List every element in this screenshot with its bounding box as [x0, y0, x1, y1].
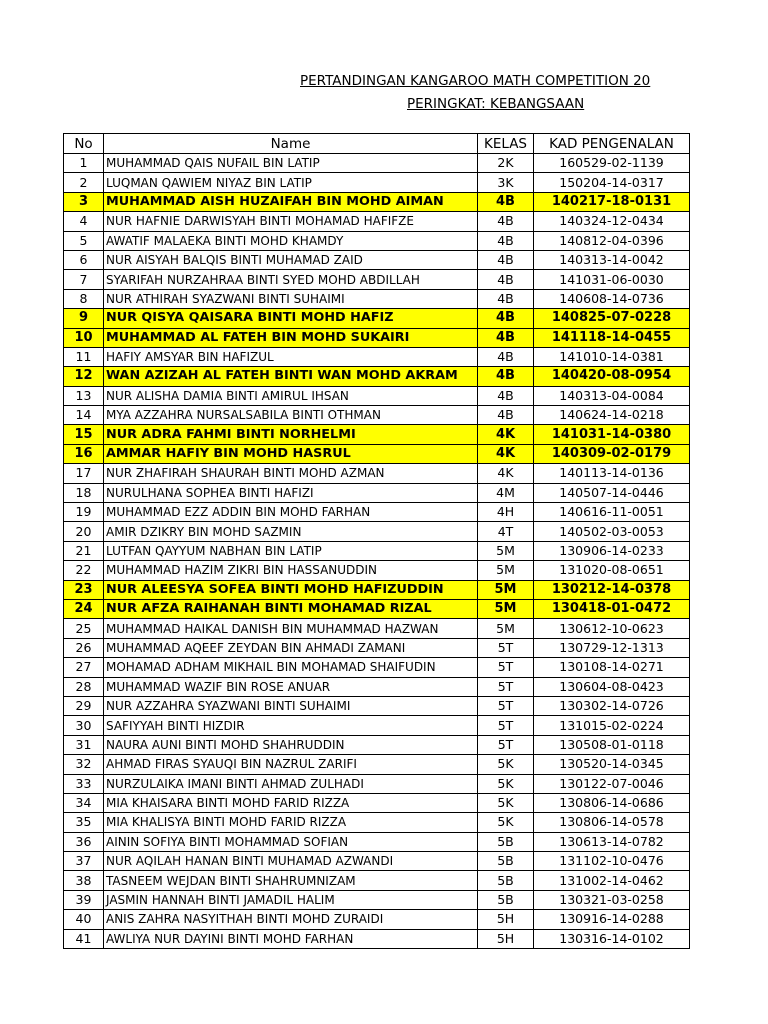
ic-number: 130604-08-0423 — [534, 677, 690, 696]
table-row — [64, 910, 690, 929]
table-body — [64, 154, 690, 949]
student-name: MUHAMMAD EZZ ADDIN BIN MOHD FARHAN — [104, 503, 478, 522]
class-code: 5K — [478, 774, 534, 793]
row-number: 18 — [64, 483, 104, 502]
ic-number: 140825-07-0228 — [534, 309, 690, 328]
student-name: MUHAMMAD AQEEF ZEYDAN BIN AHMADI ZAMANI — [104, 638, 478, 657]
class-code: 4B — [478, 231, 534, 250]
table-row — [64, 541, 690, 560]
class-code: 5K — [478, 813, 534, 832]
row-number: 15 — [64, 425, 104, 444]
student-name: NAURA AUNI BINTI MOHD SHAHRUDDIN — [104, 735, 478, 754]
student-name: AWATIF MALAEKA BINTI MOHD KHAMDY — [104, 231, 478, 250]
ic-number: 130729-12-1313 — [534, 638, 690, 657]
class-code: 4B — [478, 192, 534, 211]
class-code: 5T — [478, 716, 534, 735]
table-row — [64, 464, 690, 483]
class-code: 5B — [478, 890, 534, 909]
student-name: LUTFAN QAYYUM NABHAN BIN LATIP — [104, 541, 478, 560]
row-number: 28 — [64, 677, 104, 696]
student-name: ANIS ZAHRA NASYITHAH BINTI MOHD ZURAIDI — [104, 910, 478, 929]
table-row — [64, 406, 690, 425]
column-header-kelas: KELAS — [478, 134, 534, 154]
row-number: 32 — [64, 755, 104, 774]
row-number: 8 — [64, 289, 104, 308]
class-code: 5B — [478, 852, 534, 871]
row-number: 23 — [64, 580, 104, 599]
ic-number: 140324-12-0434 — [534, 212, 690, 231]
table-row — [64, 367, 690, 386]
ic-number: 130508-01-0118 — [534, 735, 690, 754]
table-row — [64, 638, 690, 657]
student-name: SYARIFAH NURZAHRAA BINTI SYED MOHD ABDILLAH — [104, 270, 478, 289]
table-row — [64, 561, 690, 580]
table-row — [64, 735, 690, 754]
class-code: 4T — [478, 522, 534, 541]
ic-number: 130520-14-0345 — [534, 755, 690, 774]
class-code: 5T — [478, 735, 534, 754]
student-name: NUR ALEESYA SOFEA BINTI MOHD HAFIZUDDIN — [104, 580, 478, 599]
row-number: 4 — [64, 212, 104, 231]
class-code: 5T — [478, 677, 534, 696]
class-code: 3K — [478, 173, 534, 192]
row-number: 31 — [64, 735, 104, 754]
student-name: AININ SOFIYA BINTI MOHAMMAD SOFIAN — [104, 832, 478, 851]
table-row — [64, 328, 690, 347]
student-name: NUR AISYAH BALQIS BINTI MUHAMAD ZAID — [104, 250, 478, 269]
student-name: NUR ZHAFIRAH SHAURAH BINTI MOHD AZMAN — [104, 464, 478, 483]
row-number: 13 — [64, 386, 104, 405]
row-number: 24 — [64, 599, 104, 618]
student-name: NUR AZZAHRA SYAZWANI BINTI SUHAIMI — [104, 696, 478, 715]
ic-number: 130212-14-0378 — [534, 580, 690, 599]
table-row — [64, 852, 690, 871]
ic-number: 141031-06-0030 — [534, 270, 690, 289]
table-row — [64, 619, 690, 638]
student-name: AHMAD FIRAS SYAUQI BIN NAZRUL ZARIFI — [104, 755, 478, 774]
row-number: 9 — [64, 309, 104, 328]
row-number: 41 — [64, 929, 104, 948]
ic-number: 130316-14-0102 — [534, 929, 690, 948]
table-row — [64, 755, 690, 774]
ic-number: 140217-18-0131 — [534, 192, 690, 211]
row-number: 36 — [64, 832, 104, 851]
student-name: HAFIY AMSYAR BIN HAFIZUL — [104, 347, 478, 366]
class-code: 5K — [478, 793, 534, 812]
column-header-name: Name — [104, 134, 478, 154]
table-row — [64, 871, 690, 890]
table-header-row — [64, 134, 690, 154]
student-name: AMIR DZIKRY BIN MOHD SAZMIN — [104, 522, 478, 541]
student-name: MIA KHALISYA BINTI MOHD FARID RIZZA — [104, 813, 478, 832]
student-name: MUHAMMAD WAZIF BIN ROSE ANUAR — [104, 677, 478, 696]
class-code: 4B — [478, 367, 534, 386]
row-number: 2 — [64, 173, 104, 192]
student-name: NUR ALISHA DAMIA BINTI AMIRUL IHSAN — [104, 386, 478, 405]
table-row — [64, 793, 690, 812]
student-name: NUR ATHIRAH SYAZWANI BINTI SUHAIMI — [104, 289, 478, 308]
student-name: MUHAMMAD AISH HUZAIFAH BIN MOHD AIMAN — [104, 192, 478, 211]
class-code: 5T — [478, 696, 534, 715]
ic-number: 140113-14-0136 — [534, 464, 690, 483]
class-code: 5H — [478, 910, 534, 929]
class-code: 4B — [478, 406, 534, 425]
row-number: 1 — [64, 154, 104, 173]
class-code: 5T — [478, 638, 534, 657]
row-number: 39 — [64, 890, 104, 909]
table-row — [64, 716, 690, 735]
student-name: MUHAMMAD AL FATEH BIN MOHD SUKAIRI — [104, 328, 478, 347]
row-number: 14 — [64, 406, 104, 425]
table-row — [64, 677, 690, 696]
row-number: 6 — [64, 250, 104, 269]
row-number: 5 — [64, 231, 104, 250]
table-row — [64, 580, 690, 599]
class-code: 5M — [478, 599, 534, 618]
table-row — [64, 599, 690, 618]
class-code: 5M — [478, 580, 534, 599]
student-name: NUR AQILAH HANAN BINTI MUHAMAD AZWANDI — [104, 852, 478, 871]
row-number: 35 — [64, 813, 104, 832]
student-name: MOHAMAD ADHAM MIKHAIL BIN MOHAMAD SHAIFUDIN — [104, 658, 478, 677]
student-name: NURZULAIKA IMANI BINTI AHMAD ZULHADI — [104, 774, 478, 793]
ic-number: 140608-14-0736 — [534, 289, 690, 308]
row-number: 29 — [64, 696, 104, 715]
class-code: 5K — [478, 755, 534, 774]
ic-number: 130122-07-0046 — [534, 774, 690, 793]
table-row — [64, 522, 690, 541]
row-number: 33 — [64, 774, 104, 793]
row-number: 34 — [64, 793, 104, 812]
row-number: 16 — [64, 444, 104, 463]
ic-number: 140313-04-0084 — [534, 386, 690, 405]
ic-number: 140616-11-0051 — [534, 503, 690, 522]
document-title: PERTANDINGAN KANGAROO MATH COMPETITION 20 — [300, 73, 651, 89]
ic-number: 131102-10-0476 — [534, 852, 690, 871]
row-number: 17 — [64, 464, 104, 483]
student-name: NUR QISYA QAISARA BINTI MOHD HAFIZ — [104, 309, 478, 328]
table-row — [64, 813, 690, 832]
table-row — [64, 503, 690, 522]
ic-number: 130806-14-0686 — [534, 793, 690, 812]
ic-number: 140313-14-0042 — [534, 250, 690, 269]
student-name: LUQMAN QAWIEM NIYAZ BIN LATIP — [104, 173, 478, 192]
row-number: 3 — [64, 192, 104, 211]
class-code: 4B — [478, 386, 534, 405]
ic-number: 130321-03-0258 — [534, 890, 690, 909]
class-code: 5B — [478, 832, 534, 851]
class-code: 4B — [478, 212, 534, 231]
ic-number: 130612-10-0623 — [534, 619, 690, 638]
student-name: MUHAMMAD HAZIM ZIKRI BIN HASSANUDDIN — [104, 561, 478, 580]
table-row — [64, 444, 690, 463]
row-number: 20 — [64, 522, 104, 541]
ic-number: 160529-02-1139 — [534, 154, 690, 173]
student-name: MYA AZZAHRA NURSALSABILA BINTI OTHMAN — [104, 406, 478, 425]
student-name: JASMIN HANNAH BINTI JAMADIL HALIM — [104, 890, 478, 909]
class-code: 4B — [478, 270, 534, 289]
ic-number: 140812-04-0396 — [534, 231, 690, 250]
class-code: 4B — [478, 289, 534, 308]
class-code: 4B — [478, 328, 534, 347]
table-row — [64, 774, 690, 793]
row-number: 22 — [64, 561, 104, 580]
ic-number: 130806-14-0578 — [534, 813, 690, 832]
ic-number: 131002-14-0462 — [534, 871, 690, 890]
ic-number: 141031-14-0380 — [534, 425, 690, 444]
row-number: 30 — [64, 716, 104, 735]
ic-number: 141010-14-0381 — [534, 347, 690, 366]
table-row — [64, 386, 690, 405]
student-name: NURULHANA SOPHEA BINTI HAFIZI — [104, 483, 478, 502]
class-code: 4B — [478, 347, 534, 366]
table-row — [64, 173, 690, 192]
class-code: 4K — [478, 444, 534, 463]
row-number: 12 — [64, 367, 104, 386]
table-row — [64, 929, 690, 948]
class-code: 4K — [478, 425, 534, 444]
student-name: NUR AFZA RAIHANAH BINTI MOHAMAD RIZAL — [104, 599, 478, 618]
student-name: AWLIYA NUR DAYINI BINTI MOHD FARHAN — [104, 929, 478, 948]
row-number: 38 — [64, 871, 104, 890]
ic-number: 130302-14-0726 — [534, 696, 690, 715]
ic-number: 140309-02-0179 — [534, 444, 690, 463]
table-row — [64, 696, 690, 715]
ic-number: 130906-14-0233 — [534, 541, 690, 560]
table-row — [64, 212, 690, 231]
student-name: NUR ADRA FAHMI BINTI NORHELMI — [104, 425, 478, 444]
table-row — [64, 270, 690, 289]
table-row — [64, 231, 690, 250]
table-row — [64, 154, 690, 173]
ic-number: 140624-14-0218 — [534, 406, 690, 425]
student-name: SAFIYYAH BINTI HIZDIR — [104, 716, 478, 735]
row-number: 27 — [64, 658, 104, 677]
row-number: 25 — [64, 619, 104, 638]
row-number: 10 — [64, 328, 104, 347]
class-code: 5M — [478, 619, 534, 638]
row-number: 11 — [64, 347, 104, 366]
ic-number: 131020-08-0651 — [534, 561, 690, 580]
row-number: 37 — [64, 852, 104, 871]
ic-number: 130916-14-0288 — [534, 910, 690, 929]
table-row — [64, 483, 690, 502]
class-code: 5B — [478, 871, 534, 890]
student-name: MUHAMMAD HAIKAL DANISH BIN MUHAMMAD HAZWAN — [104, 619, 478, 638]
ic-number: 130418-01-0472 — [534, 599, 690, 618]
class-code: 4M — [478, 483, 534, 502]
ic-number: 131015-02-0224 — [534, 716, 690, 735]
ic-number: 130613-14-0782 — [534, 832, 690, 851]
ic-number: 140507-14-0446 — [534, 483, 690, 502]
class-code: 4H — [478, 503, 534, 522]
student-name: MUHAMMAD QAIS NUFAIL BIN LATIP — [104, 154, 478, 173]
column-header-ic: KAD PENGENALAN — [534, 134, 690, 154]
table-row — [64, 832, 690, 851]
table-row — [64, 289, 690, 308]
ic-number: 140420-08-0954 — [534, 367, 690, 386]
class-code: 4K — [478, 464, 534, 483]
table-row — [64, 425, 690, 444]
class-code: 4B — [478, 309, 534, 328]
class-code: 2K — [478, 154, 534, 173]
ic-number: 150204-14-0317 — [534, 173, 690, 192]
class-code: 5T — [478, 658, 534, 677]
row-number: 21 — [64, 541, 104, 560]
table-row — [64, 890, 690, 909]
row-number: 26 — [64, 638, 104, 657]
class-code: 5H — [478, 929, 534, 948]
table-row — [64, 192, 690, 211]
table-row — [64, 250, 690, 269]
table-row — [64, 347, 690, 366]
column-header-no: No — [64, 134, 104, 154]
ic-number: 130108-14-0271 — [534, 658, 690, 677]
student-name: AMMAR HAFIY BIN MOHD HASRUL — [104, 444, 478, 463]
student-name: WAN AZIZAH AL FATEH BINTI WAN MOHD AKRAM — [104, 367, 478, 386]
class-code: 5M — [478, 541, 534, 560]
ic-number: 141118-14-0455 — [534, 328, 690, 347]
table-row — [64, 658, 690, 677]
ic-number: 140502-03-0053 — [534, 522, 690, 541]
table-row — [64, 309, 690, 328]
row-number: 7 — [64, 270, 104, 289]
document-subtitle: PERINGKAT: KEBANGSAAN — [407, 96, 585, 112]
student-name: MIA KHAISARA BINTI MOHD FARID RIZZA — [104, 793, 478, 812]
class-code: 4B — [478, 250, 534, 269]
row-number: 19 — [64, 503, 104, 522]
class-code: 5M — [478, 561, 534, 580]
student-name: NUR HAFNIE DARWISYAH BINTI MOHAMAD HAFIFZE — [104, 212, 478, 231]
student-name: TASNEEM WEJDAN BINTI SHAHRUMNIZAM — [104, 871, 478, 890]
row-number: 40 — [64, 910, 104, 929]
participants-table — [63, 133, 690, 949]
